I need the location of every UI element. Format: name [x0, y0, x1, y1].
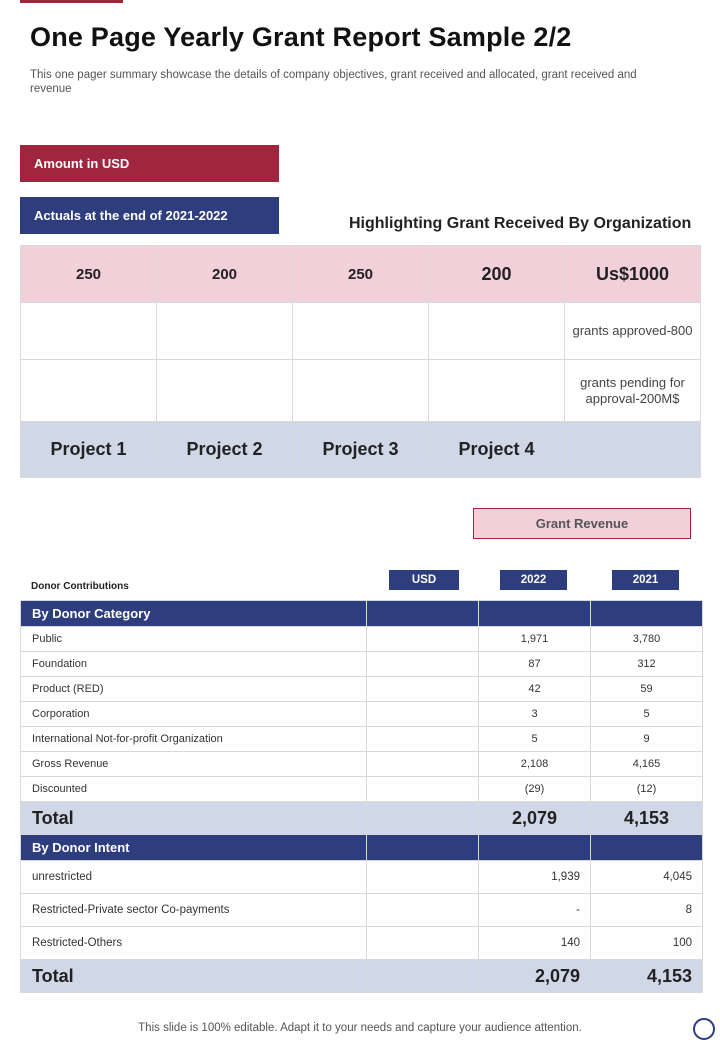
- actuals-tag: Actuals at the end of 2021-2022: [20, 197, 279, 234]
- grid-cell: [565, 422, 701, 478]
- grid-value-total: Us$1000: [565, 246, 701, 303]
- row-label: Discounted: [21, 777, 367, 802]
- row-label: Public: [21, 627, 367, 652]
- grant-grid: [20, 245, 701, 478]
- value-2022: 5: [479, 727, 591, 752]
- value-2021: 312: [591, 652, 703, 677]
- year-2021-header: 2021: [612, 570, 679, 590]
- value-2022: -: [479, 894, 591, 927]
- value-2021: 5: [591, 702, 703, 727]
- grants-approved-note: grants approved-800: [565, 303, 701, 360]
- total-label: Total: [21, 960, 367, 993]
- circle-icon: [693, 1018, 715, 1040]
- grid-cell: [429, 303, 565, 360]
- table-row: [21, 727, 703, 752]
- donor-contributions-label: Donor Contributions: [31, 581, 129, 592]
- value-2022: 42: [479, 677, 591, 702]
- total-row: [21, 960, 703, 993]
- value-2022: 87: [479, 652, 591, 677]
- row-label: Corporation: [21, 702, 367, 727]
- grid-cell: [21, 360, 157, 422]
- section-header: [21, 601, 703, 627]
- value-2021: 100: [591, 927, 703, 960]
- total-2022: 2,079: [479, 960, 591, 993]
- project-label: Project 3: [293, 422, 429, 478]
- grid-cell: [157, 360, 293, 422]
- grid-value: 250: [21, 246, 157, 303]
- grid-value: 200: [429, 246, 565, 303]
- usd-header: USD: [389, 570, 459, 590]
- grid-cell: [157, 303, 293, 360]
- project-label: Project 1: [21, 422, 157, 478]
- page-title: One Page Yearly Grant Report Sample 2/2: [30, 22, 572, 52]
- section-title: By Donor Intent: [21, 835, 367, 861]
- donor-table: [20, 600, 703, 993]
- total-2021: 4,153: [591, 802, 703, 835]
- grants-pending-note: grants pending for approval-200M$: [565, 360, 701, 422]
- section-title: By Donor Category: [21, 601, 367, 627]
- row-label: International Not-for-profit Organization: [21, 727, 367, 752]
- row-label: Restricted-Others: [21, 927, 367, 960]
- grid-value: 250: [293, 246, 429, 303]
- project-label: Project 4: [429, 422, 565, 478]
- table-row: [21, 677, 703, 702]
- grant-revenue-label: Grant Revenue: [473, 508, 691, 539]
- total-label: Total: [21, 802, 367, 835]
- highlight-title: Highlighting Grant Received By Organization: [349, 215, 692, 232]
- amount-tag: Amount in USD: [20, 145, 279, 182]
- section-header: [21, 835, 703, 861]
- grid-cell: [293, 360, 429, 422]
- table-row: [21, 702, 703, 727]
- value-2021: 9: [591, 727, 703, 752]
- value-2021: 4,165: [591, 752, 703, 777]
- value-2021: 3,780: [591, 627, 703, 652]
- value-2022: 2,108: [479, 752, 591, 777]
- value-2022: (29): [479, 777, 591, 802]
- total-2021: 4,153: [591, 960, 703, 993]
- row-label: unrestricted: [21, 861, 367, 894]
- table-row: [21, 927, 703, 960]
- grid-cell: [293, 303, 429, 360]
- table-row: [21, 652, 703, 677]
- page-subtitle: This one pager summary showcase the details of company objectives, grant received and allocated, grant received and revenue: [30, 69, 637, 95]
- value-2022: 140: [479, 927, 591, 960]
- table-row: [21, 777, 703, 802]
- value-2021: 4,045: [591, 861, 703, 894]
- value-2022: 3: [479, 702, 591, 727]
- value-2021: 59: [591, 677, 703, 702]
- table-row: [21, 894, 703, 927]
- grid-cell: [429, 360, 565, 422]
- grid-value: 200: [157, 246, 293, 303]
- value-2022: 1,939: [479, 861, 591, 894]
- row-label: Product (RED): [21, 677, 367, 702]
- value-2022: 1,971: [479, 627, 591, 652]
- value-2021: 8: [591, 894, 703, 927]
- top-accent-bar: [20, 0, 123, 3]
- total-2022: 2,079: [479, 802, 591, 835]
- row-label: Restricted-Private sector Co-payments: [21, 894, 367, 927]
- total-row: [21, 802, 703, 835]
- value-2021: (12): [591, 777, 703, 802]
- table-row: [21, 861, 703, 894]
- row-label: Foundation: [21, 652, 367, 677]
- grid-cell: [21, 303, 157, 360]
- footer-note: This slide is 100% editable. Adapt it to your needs and capture your audience attention.: [138, 1022, 582, 1034]
- row-label: Gross Revenue: [21, 752, 367, 777]
- table-row: [21, 627, 703, 652]
- year-2022-header: 2022: [500, 570, 567, 590]
- project-label: Project 2: [157, 422, 293, 478]
- table-row: [21, 752, 703, 777]
